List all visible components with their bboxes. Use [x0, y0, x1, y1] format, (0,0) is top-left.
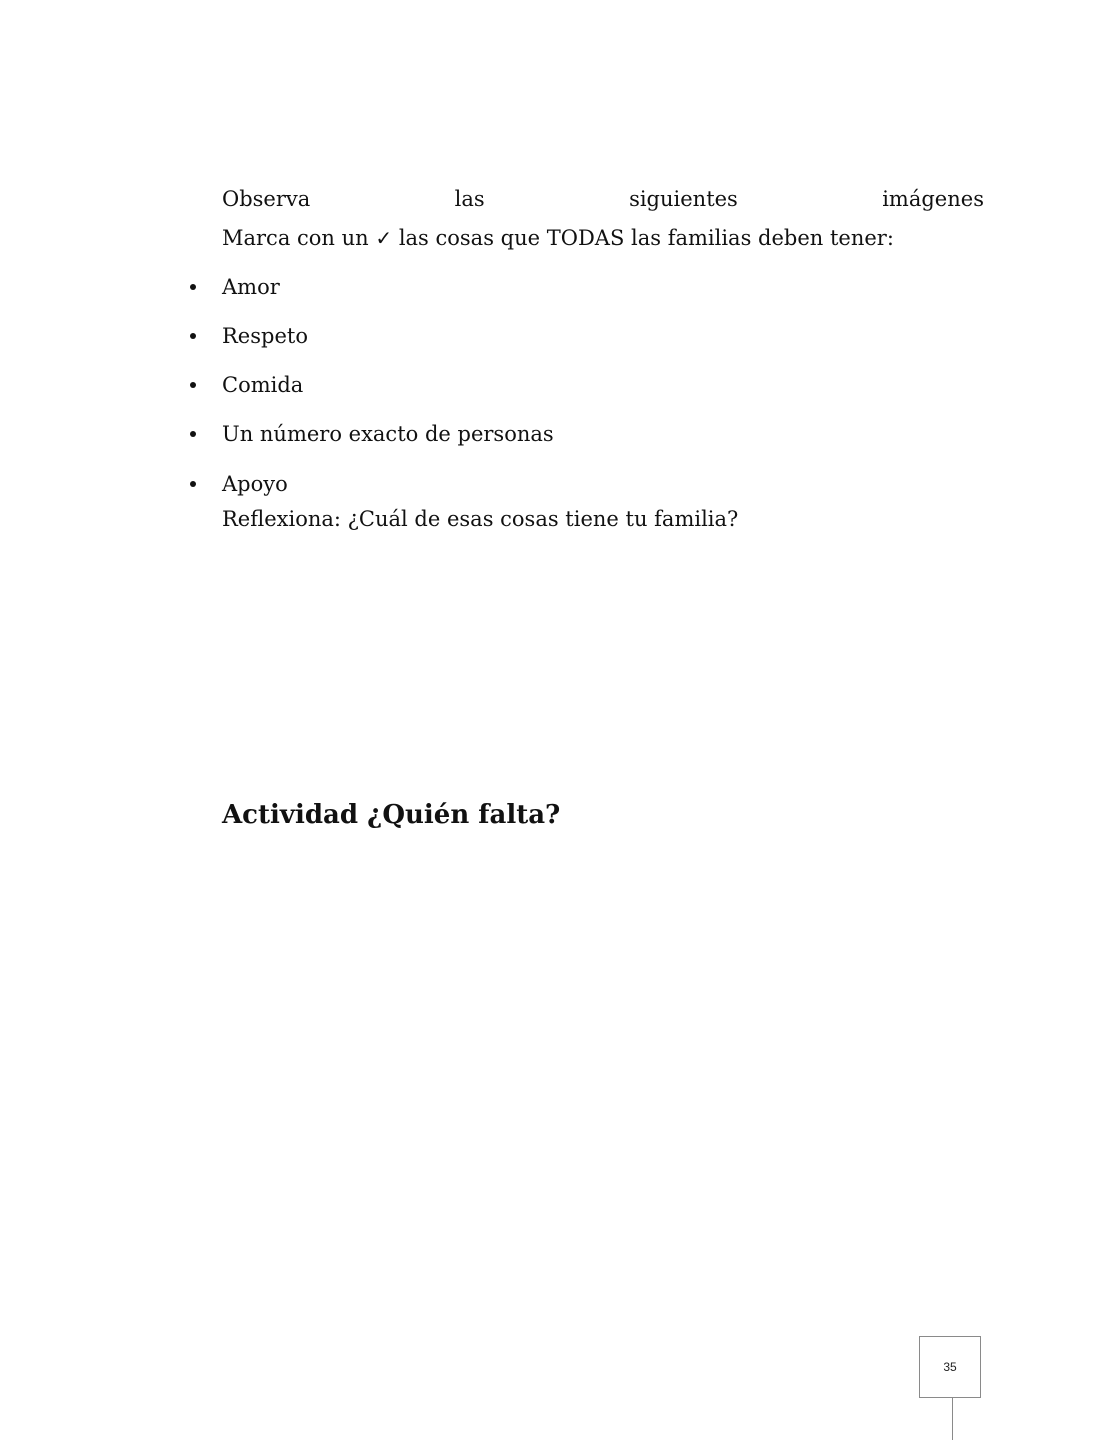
list-item-label: Apoyo	[222, 472, 288, 496]
observe-word: siguientes	[629, 187, 738, 211]
list-item	[0, 274, 1113, 300]
reflection-question: Reflexiona: ¿Cuál de esas cosas tiene tu familia?	[222, 507, 739, 531]
bullet-icon	[190, 431, 196, 437]
activity-heading: Actividad ¿Quién falta?	[222, 800, 561, 830]
observe-instruction	[222, 186, 984, 212]
mark-instruction-end: las cosas que TODAS las familias deben tener:	[398, 226, 894, 250]
check-mark-icon: ✓	[375, 226, 393, 250]
page-number: 35	[943, 1360, 957, 1374]
observe-word: imágenes	[882, 187, 984, 211]
page-number-box	[919, 1336, 981, 1398]
observe-word: Observa	[222, 187, 311, 211]
mark-instruction-start: Marca con un	[222, 226, 369, 250]
bullet-icon	[190, 481, 196, 487]
mark-instruction	[222, 225, 894, 251]
list-item	[0, 323, 1113, 349]
bullet-icon	[190, 382, 196, 388]
bullet-icon	[190, 333, 196, 339]
list-item-label: Comida	[222, 373, 304, 397]
list-item	[0, 421, 1113, 447]
observe-word: las	[454, 187, 485, 211]
list-item-label: Un número exacto de personas	[222, 422, 554, 446]
list-item-label: Amor	[222, 275, 280, 299]
list-item	[0, 471, 1113, 497]
page-number-connector-line	[952, 1398, 953, 1440]
list-item	[0, 372, 1113, 398]
bullet-icon	[190, 284, 196, 290]
list-item-label: Respeto	[222, 324, 308, 348]
